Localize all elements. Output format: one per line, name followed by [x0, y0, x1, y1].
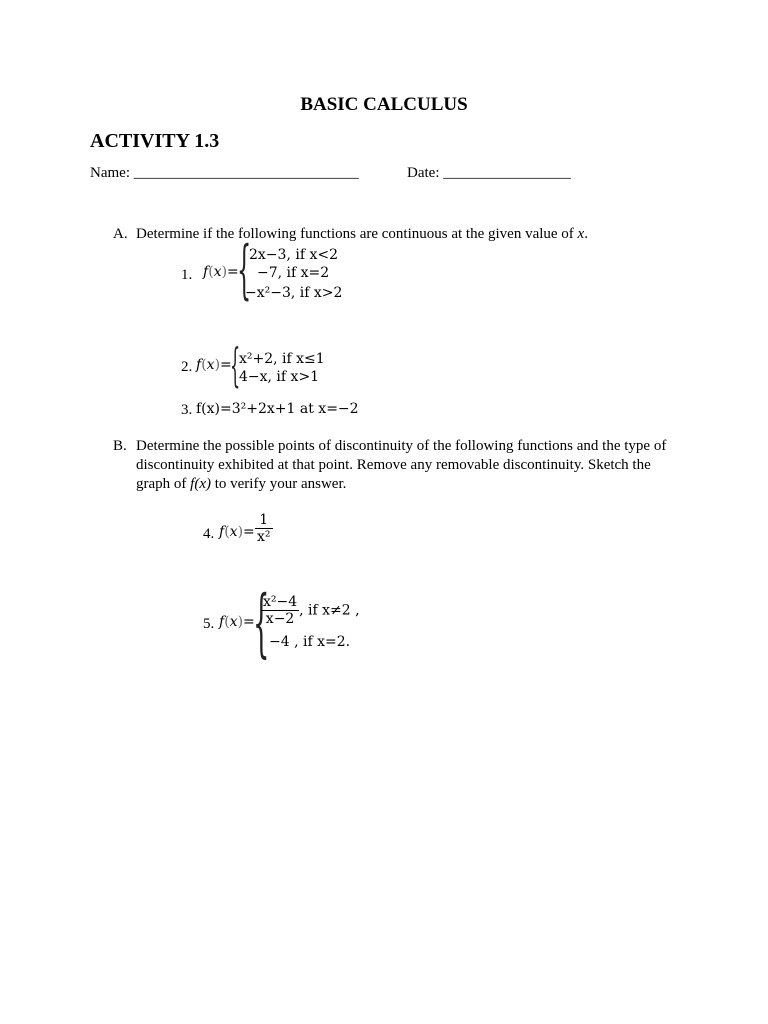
section-b-line-3-fx: f(x): [190, 476, 211, 492]
section-a-instruction-text: Determine if the following functions are continuous at the given value of: [136, 226, 578, 242]
item-5-case-1: [261, 594, 360, 627]
item-5-numerator: x²−4: [263, 594, 298, 610]
item-1-number: 1.: [181, 267, 193, 283]
section-b-instruction-line-3: [136, 475, 346, 494]
item-4-number: 4.: [203, 526, 215, 542]
section-b-instruction-line-2: discontinuity exhibited at that point. Remove any removable discontinuity. Sketch the: [136, 457, 651, 473]
name-field: Name: ______________________________: [90, 165, 359, 181]
item-5-denominator: x−2: [265, 611, 295, 627]
section-b-line-3-pre: graph of: [136, 476, 191, 492]
document-title: BASIC CALCULUS: [300, 94, 468, 115]
item-4-numerator: 1: [255, 512, 273, 529]
item-5-lhs: f(x)=: [219, 614, 255, 630]
item-4-frac: [255, 512, 273, 545]
item-1-lhs: f(x)=: [203, 264, 239, 280]
item-2-lhs: f(x)=: [196, 357, 232, 373]
item-1-case-3: −x²−3, if x>2: [245, 285, 343, 301]
section-b-instruction-line-1: Determine the possible points of discontinuity of the following functions and the type of: [136, 438, 667, 454]
item-2-case-1: x²+2, if x≤1: [239, 351, 325, 367]
item-4-lhs: f(x)=: [219, 524, 255, 540]
item-4-fraction: [255, 512, 273, 545]
section-a-instruction-end: .: [584, 226, 588, 242]
section-a-letter: A.: [113, 226, 128, 242]
activity-heading: ACTIVITY 1.3: [90, 130, 220, 152]
item-1-case-2: −7, if x=2: [257, 265, 330, 281]
date-field: Date: _________________: [407, 165, 571, 181]
item-4-denominator: x²: [257, 529, 271, 545]
section-a-instruction-var: x: [577, 226, 585, 242]
item-2-case-2: 4−x, if x>1: [239, 369, 320, 385]
item-5-frac: [261, 594, 299, 627]
section-a-instruction: [136, 225, 588, 244]
item-2-number: 2.: [181, 359, 193, 375]
section-b-letter: B.: [113, 438, 127, 454]
item-1-case-1: 2x−3, if x<2: [249, 247, 338, 263]
item-5-number: 5.: [203, 616, 215, 632]
item-5-case-2: −4 , if x=2.: [269, 634, 351, 650]
section-b-line-3-post: to verify your answer.: [210, 476, 347, 492]
item-1-brace: {: [237, 233, 252, 307]
item-3-expression: f(x)=3²+2x+1 at x=−2: [196, 401, 359, 417]
item-2-brace: {: [230, 338, 241, 392]
item-5-brace: {: [253, 580, 270, 666]
item-5-case-1-cond: , if x≠2 ,: [299, 602, 360, 619]
item-3-number: 3.: [181, 402, 193, 418]
